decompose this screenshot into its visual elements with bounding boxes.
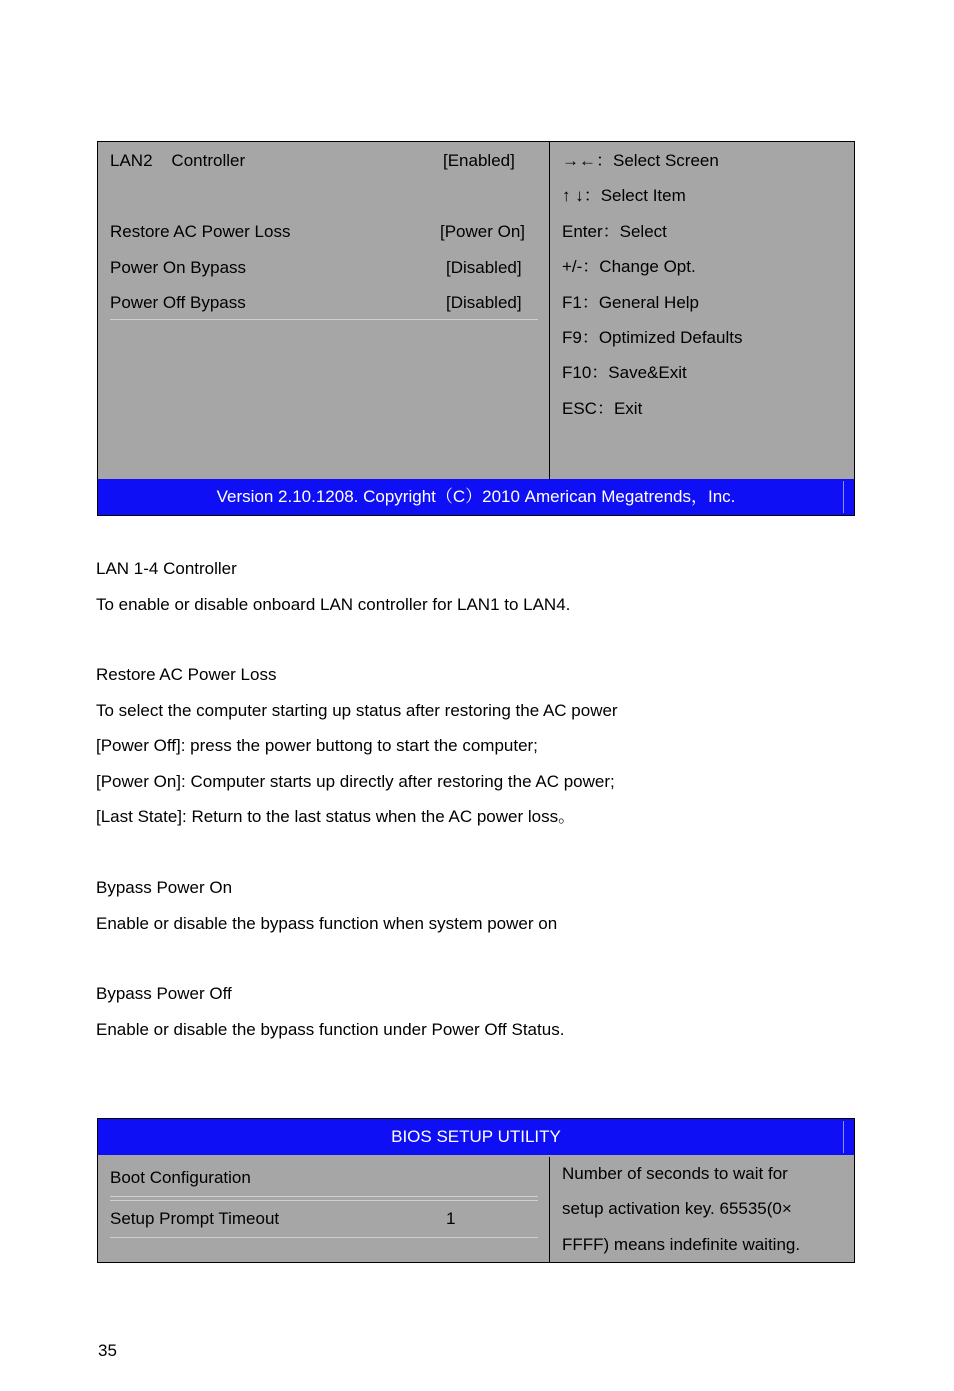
bar-edge [843, 481, 844, 513]
help-optimized-defaults: F9：Optimized Defaults [562, 328, 743, 347]
bypass-off-title: Bypass Power Off [96, 984, 232, 1003]
section-title: Boot Configuration [110, 1168, 251, 1187]
page-number: 35 [98, 1341, 117, 1360]
setting-label: LAN2 Controller [110, 151, 246, 170]
bios-header-bar [98, 1119, 854, 1155]
section-divider [110, 1200, 538, 1201]
help-select-item: ↑ ↓：Select Item [562, 186, 686, 205]
help-exit: ESC：Exit [562, 399, 643, 418]
ac-line: [Power On]: Computer starts up directly after restoring the AC power; [96, 772, 615, 791]
ac-line: [Power Off]: press the power buttong to start the computer; [96, 736, 538, 755]
help-line: setup activation key. 65535(0× [562, 1199, 792, 1218]
ac-line: [Last State]: Return to the last status when the AC power loss。 [96, 807, 576, 826]
section-divider [110, 1196, 538, 1197]
lan-title: LAN 1-4 Controller [96, 559, 237, 578]
version-text: Version 2.10.1208. Copyright（C）2010 American Megatrends，Inc. [216, 487, 736, 506]
bios-panel-power [97, 141, 855, 516]
bios-header-title: BIOS SETUP UTILITY [391, 1127, 561, 1146]
settings-divider [110, 1237, 538, 1238]
help-change-opt: +/-：Change Opt. [562, 257, 696, 276]
setting-label: Power Off Bypass [110, 293, 246, 312]
ac-line: To select the computer starting up status after restoring the AC power [96, 701, 618, 720]
bypass-off-desc: Enable or disable the bypass function under Power Off Status. [96, 1020, 565, 1039]
bar-edge [843, 1121, 844, 1153]
panel-divider [549, 1157, 550, 1263]
lan-desc: To enable or disable onboard LAN controller for LAN1 to LAN4. [96, 595, 571, 614]
setting-label: Setup Prompt Timeout [110, 1209, 280, 1228]
bypass-on-desc: Enable or disable the bypass function when system power on [96, 914, 558, 933]
setting-label: Power On Bypass [110, 258, 247, 277]
panel-divider [549, 142, 550, 479]
setting-value[interactable]: [Enabled] [443, 151, 515, 170]
version-footer-bar [98, 479, 854, 515]
setting-value[interactable]: [Disabled] [446, 293, 522, 312]
help-line: Number of seconds to wait for [562, 1164, 788, 1183]
ac-title: Restore AC Power Loss [96, 665, 277, 684]
help-save-exit: F10：Save&Exit [562, 363, 687, 382]
setting-label: Restore AC Power Loss [110, 222, 291, 241]
setting-value[interactable]: [Power On] [440, 222, 526, 241]
help-enter-select: Enter：Select [562, 222, 667, 241]
help-general-help: F1：General Help [562, 293, 700, 312]
bios-panel-boot [97, 1118, 855, 1263]
setting-value[interactable]: [Disabled] [446, 258, 522, 277]
bypass-on-title: Bypass Power On [96, 878, 233, 897]
help-line: FFFF) means indefinite waiting. [562, 1235, 801, 1254]
help-select-screen: →←：Select Screen [562, 151, 719, 170]
setting-value[interactable]: 1 [446, 1209, 456, 1228]
settings-divider [110, 319, 538, 320]
